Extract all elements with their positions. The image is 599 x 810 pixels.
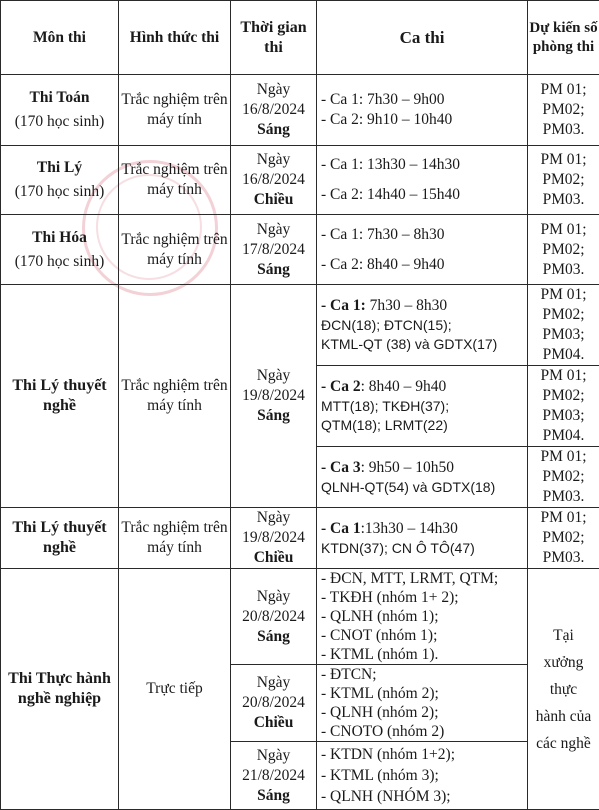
session-time: : 9h50 – 10h50 (361, 459, 454, 476)
header-row (1, 1, 599, 75)
table-row (1, 75, 599, 146)
date-value: 20/8/2024 (231, 693, 316, 713)
subject-cell (1, 215, 119, 285)
format-cell: Trắc nghiệm trên máy tính (119, 75, 231, 146)
date-label: Ngày (231, 366, 316, 386)
practice-line: - QLNH (nhóm 1); (321, 607, 527, 626)
room-item: PM 01; (528, 508, 599, 528)
rooms-cell (528, 366, 599, 447)
table-row (1, 569, 599, 665)
rooms-cell (528, 447, 599, 508)
date-label: Ngày (231, 220, 316, 240)
period-label: Sáng (231, 260, 316, 280)
room-item: PM03. (528, 190, 599, 210)
session-cell (317, 665, 528, 742)
session-line (321, 296, 527, 316)
table-row (1, 508, 599, 569)
format-cell: Trắc nghiệm trên máy tính (119, 285, 231, 508)
room-item: PM03; (528, 325, 599, 345)
header-subject: Môn thi (1, 1, 119, 75)
session-line: - Ca 1: 13h30 – 14h30 (321, 150, 527, 180)
session-cell (317, 569, 528, 665)
room-item: PM03; (528, 406, 599, 426)
session-line (321, 377, 527, 397)
session-cell (317, 215, 528, 285)
time-cell (231, 569, 317, 665)
subject-name: Thi Hóa (1, 226, 118, 250)
room-item: PM04. (528, 426, 599, 446)
subject-cell (1, 146, 119, 215)
room-item: PM 01; (528, 447, 599, 467)
subject-cell: Thi Lý thuyết nghề (1, 285, 119, 508)
format-cell: Trắc nghiệm trên máy tính (119, 146, 231, 215)
session-groups: MTT(18); TKĐH(37); (321, 397, 527, 416)
date-value: 20/8/2024 (231, 607, 316, 627)
session-label: - Ca 3 (321, 459, 361, 476)
subject-cell: Thi Lý thuyết nghề (1, 508, 119, 569)
session-cell (317, 447, 528, 508)
room-item: PM03. (528, 120, 599, 140)
practice-line: - ĐTCN; (321, 665, 527, 684)
date-value: 19/8/2024 (231, 528, 316, 548)
session-line: - Ca 2: 9h10 – 10h40 (321, 110, 527, 130)
session-line (321, 519, 527, 539)
room-item: PM 01; (528, 366, 599, 386)
room-item: PM02; (528, 240, 599, 260)
period-label: Chiều (231, 713, 316, 733)
practice-line: - KTML (nhóm 1). (321, 645, 527, 664)
room-item: PM03. (528, 260, 599, 280)
date-label: Ngày (231, 673, 316, 693)
practice-line: - KTML (nhóm 3); (321, 765, 527, 786)
format-cell: Trực tiếp (119, 569, 231, 810)
practice-line: - TKĐH (nhóm 1+ 2); (321, 588, 527, 607)
rooms-cell (528, 508, 599, 569)
session-line: - Ca 1: 7h30 – 8h30 (321, 220, 527, 250)
table-row (1, 285, 599, 366)
period-label: Sáng (231, 786, 316, 806)
date-value: 19/8/2024 (231, 386, 316, 406)
session-groups: QTM(18); LRMT(22) (321, 416, 527, 435)
room-item: PM 01; (528, 285, 599, 305)
time-cell (231, 285, 317, 508)
period-label: Sáng (231, 406, 316, 426)
practice-line: - KTML (nhóm 2); (321, 684, 527, 703)
student-count: (170 học sinh) (1, 110, 118, 134)
room-item: PM03. (528, 487, 599, 507)
table-row (1, 215, 599, 285)
date-label: Ngày (231, 587, 316, 607)
header-format: Hình thức thi (119, 1, 231, 75)
student-count: (170 học sinh) (1, 250, 118, 274)
session-time: 7h30 – 8h30 (366, 297, 447, 314)
date-value: 16/8/2024 (231, 100, 316, 120)
subject-cell (1, 75, 119, 146)
rooms-cell (528, 285, 599, 366)
subject-name: Thi Toán (1, 86, 118, 110)
format-cell: Trắc nghiệm trên máy tính (119, 508, 231, 569)
time-cell (231, 75, 317, 146)
date-value: 17/8/2024 (231, 240, 316, 260)
session-line: - Ca 2: 14h40 – 15h40 (321, 180, 527, 210)
date-value: 16/8/2024 (231, 170, 316, 190)
period-label: Sáng (231, 120, 316, 140)
time-cell (231, 146, 317, 215)
room-item: PM02; (528, 100, 599, 120)
session-line (321, 458, 527, 478)
session-line: - Ca 2: 8h40 – 9h40 (321, 250, 527, 280)
period-label: Sáng (231, 627, 316, 647)
session-cell (317, 508, 528, 569)
room-item: PM02; (528, 467, 599, 487)
room-item: PM02; (528, 170, 599, 190)
rooms-cell (528, 215, 599, 285)
practice-line: - CNOTO (nhóm 2) (321, 722, 527, 741)
session-time: : 8h40 – 9h40 (361, 378, 447, 395)
session-groups: KTML-QT (38) và GDTX(17) (321, 335, 527, 354)
session-label: - Ca 1: (321, 297, 366, 314)
room-item: PM02; (528, 528, 599, 548)
practice-line: - CNOT (nhóm 1); (321, 626, 527, 645)
session-cell (317, 146, 528, 215)
time-cell (231, 742, 317, 810)
rooms-cell (528, 75, 599, 146)
time-cell (231, 665, 317, 742)
header-time: Thời gian thi (231, 1, 317, 75)
subject-cell: Thi Thực hành nghề nghiệp (1, 569, 119, 810)
session-line: - Ca 1: 7h30 – 9h00 (321, 90, 527, 110)
format-cell: Trắc nghiệm trên máy tính (119, 215, 231, 285)
date-label: Ngày (231, 150, 316, 170)
session-groups: QLNH-QT(54) và GDTX(18) (321, 478, 527, 497)
room-item: PM 01; (528, 220, 599, 240)
room-item: PM02; (528, 386, 599, 406)
session-cell (317, 285, 528, 366)
practice-line: - QLNH (NHÓM 3); (321, 786, 527, 807)
date-label: Ngày (231, 746, 316, 766)
session-label: - Ca 2 (321, 378, 361, 395)
practice-line: - QLNH (nhóm 2); (321, 703, 527, 722)
practice-line: - KTDN (nhóm 1+2); (321, 744, 527, 765)
session-groups: KTDN(37); CN Ô TÔ(47) (321, 539, 527, 558)
subject-name: Thi Lý (1, 156, 118, 180)
period-label: Chiều (231, 190, 316, 210)
room-item: PM 01; (528, 80, 599, 100)
session-groups: ĐCN(18); ĐTCN(15); (321, 316, 527, 335)
room-item: PM03. (528, 548, 599, 568)
date-label: Ngày (231, 508, 316, 528)
period-label: Chiều (231, 548, 316, 568)
student-count: (170 học sinh) (1, 180, 118, 204)
date-value: 21/8/2024 (231, 766, 316, 786)
header-session: Ca thi (317, 1, 528, 75)
rooms-cell (528, 146, 599, 215)
room-item: PM04. (528, 345, 599, 365)
rooms-cell: Tại xưởng thực hành của các nghề (528, 569, 599, 810)
header-rooms: Dự kiến số phòng thi (528, 1, 599, 75)
time-cell (231, 215, 317, 285)
session-cell (317, 75, 528, 146)
session-time: :13h30 – 14h30 (361, 520, 458, 537)
table-row (1, 146, 599, 215)
time-cell (231, 508, 317, 569)
date-label: Ngày (231, 80, 316, 100)
session-cell (317, 366, 528, 447)
room-item: PM 01; (528, 150, 599, 170)
session-cell (317, 742, 528, 810)
session-label: - Ca 1 (321, 520, 361, 537)
practice-line: - ĐCN, MTT, LRMT, QTM; (321, 569, 527, 588)
room-item: PM02; (528, 305, 599, 325)
